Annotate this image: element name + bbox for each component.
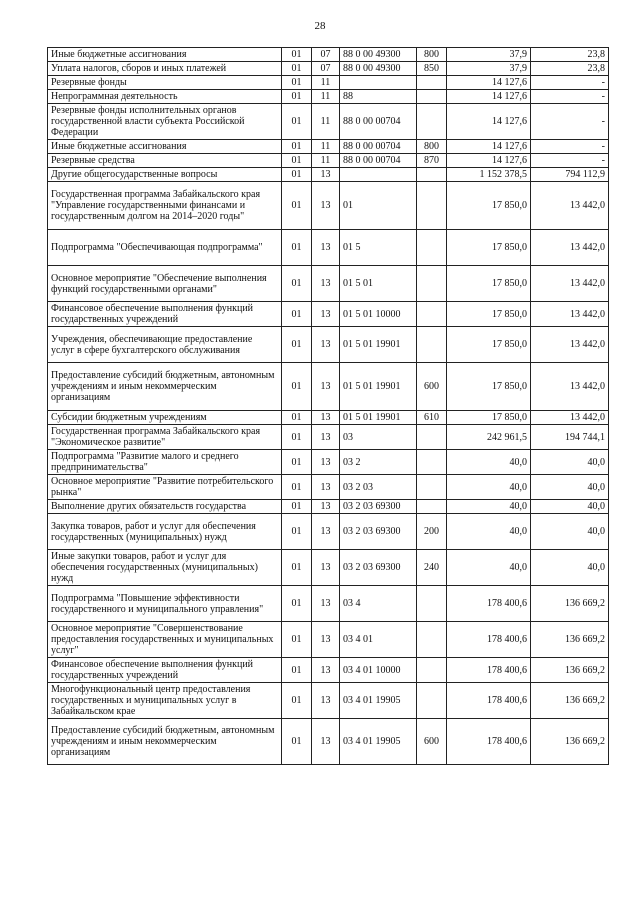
cell-v1: 178 400,6 [447,658,531,683]
cell-rz: 01 [282,475,312,500]
cell-v1: 40,0 [447,475,531,500]
cell-csr: 88 0 00 49300 [340,48,417,62]
cell-v2: - [531,154,609,168]
cell-rz: 01 [282,500,312,514]
cell-name: Подпрограмма "Обеспечивающая подпрограмма" [48,230,282,266]
cell-pr: 13 [312,302,340,327]
cell-vr: 800 [417,140,447,154]
cell-pr: 11 [312,140,340,154]
cell-pr: 13 [312,550,340,586]
cell-pr: 11 [312,76,340,90]
cell-vr [417,327,447,363]
cell-csr: 01 5 01 19901 [340,411,417,425]
cell-rz: 01 [282,104,312,140]
cell-v2: 23,8 [531,62,609,76]
cell-name: Государственная программа Забайкальского края "Экономическое развитие" [48,425,282,450]
cell-name: Учреждения, обеспечивающие предоставление услуг в сфере бухгалтерского обслуживания [48,327,282,363]
cell-v2: 13 442,0 [531,182,609,230]
cell-v1: 40,0 [447,550,531,586]
cell-csr: 88 0 00 49300 [340,62,417,76]
table-row [48,62,609,76]
cell-name: Иные бюджетные ассигнования [48,48,282,62]
table-row [48,500,609,514]
table-row [48,363,609,411]
cell-v2: 136 669,2 [531,622,609,658]
cell-rz: 01 [282,154,312,168]
cell-v2: - [531,140,609,154]
cell-name: Резервные средства [48,154,282,168]
table-row [48,658,609,683]
cell-csr: 88 0 00 00704 [340,154,417,168]
cell-csr: 03 2 03 69300 [340,500,417,514]
cell-rz: 01 [282,719,312,765]
cell-vr [417,230,447,266]
cell-pr: 13 [312,425,340,450]
cell-rz: 01 [282,302,312,327]
cell-v1: 14 127,6 [447,154,531,168]
cell-pr: 13 [312,327,340,363]
cell-csr: 03 4 [340,586,417,622]
table-row [48,622,609,658]
cell-vr [417,425,447,450]
cell-v1: 178 400,6 [447,719,531,765]
cell-v1: 17 850,0 [447,302,531,327]
cell-csr: 01 5 01 [340,266,417,302]
cell-v2: 136 669,2 [531,683,609,719]
cell-rz: 01 [282,411,312,425]
cell-name: Финансовое обеспечение выполнения функций государственных учреждений [48,302,282,327]
table-row [48,425,609,450]
cell-pr: 07 [312,48,340,62]
cell-pr: 13 [312,168,340,182]
table-row [48,182,609,230]
cell-pr: 13 [312,411,340,425]
cell-csr: 03 4 01 [340,622,417,658]
cell-name: Уплата налогов, сборов и иных платежей [48,62,282,76]
cell-rz: 01 [282,363,312,411]
cell-csr: 03 2 03 [340,475,417,500]
cell-v1: 17 850,0 [447,411,531,425]
table-row [48,168,609,182]
cell-rz: 01 [282,425,312,450]
cell-v1: 40,0 [447,514,531,550]
cell-csr: 03 2 03 69300 [340,514,417,550]
cell-csr [340,168,417,182]
cell-v1: 178 400,6 [447,683,531,719]
cell-v2: 40,0 [531,475,609,500]
cell-vr [417,658,447,683]
table-row [48,450,609,475]
table-row [48,48,609,62]
cell-name: Предоставление субсидий бюджетным, автономным учреждениям и иным некоммерческим организациям [48,719,282,765]
cell-vr [417,586,447,622]
cell-v2: 13 442,0 [531,327,609,363]
cell-csr [340,76,417,90]
cell-rz: 01 [282,168,312,182]
cell-vr: 200 [417,514,447,550]
table-row [48,76,609,90]
cell-v1: 37,9 [447,62,531,76]
cell-name: Основное мероприятие "Обеспечение выполнения функций государственными органами" [48,266,282,302]
cell-csr: 01 5 [340,230,417,266]
cell-rz: 01 [282,140,312,154]
cell-rz: 01 [282,514,312,550]
cell-vr: 800 [417,48,447,62]
cell-v1: 17 850,0 [447,230,531,266]
cell-pr: 11 [312,154,340,168]
table-row [48,683,609,719]
cell-name: Выполнение других обязательств государства [48,500,282,514]
table-row [48,514,609,550]
cell-pr: 13 [312,514,340,550]
cell-v1: 1 152 378,5 [447,168,531,182]
cell-vr: 870 [417,154,447,168]
cell-rz: 01 [282,90,312,104]
cell-v1: 17 850,0 [447,182,531,230]
cell-csr: 88 0 00 00704 [340,140,417,154]
cell-pr: 13 [312,230,340,266]
cell-name: Другие общегосударственные вопросы [48,168,282,182]
cell-name: Подпрограмма "Развитие малого и среднего предпринимательства" [48,450,282,475]
table-row [48,230,609,266]
cell-pr: 13 [312,586,340,622]
cell-rz: 01 [282,266,312,302]
cell-v2: 13 442,0 [531,302,609,327]
cell-vr [417,76,447,90]
cell-name: Основное мероприятие "Совершенствование предоставления государственных и муниципальных услуг" [48,622,282,658]
cell-vr [417,302,447,327]
cell-name: Подпрограмма "Повышение эффективности государственного и муниципального управления" [48,586,282,622]
cell-rz: 01 [282,327,312,363]
cell-rz: 01 [282,683,312,719]
cell-pr: 13 [312,683,340,719]
cell-vr [417,683,447,719]
cell-v2: 40,0 [531,450,609,475]
cell-csr: 01 5 01 19901 [340,363,417,411]
cell-v2: 136 669,2 [531,586,609,622]
table-row [48,266,609,302]
cell-csr: 03 4 01 19905 [340,719,417,765]
cell-v2: 136 669,2 [531,719,609,765]
table-row [48,475,609,500]
cell-v2: - [531,76,609,90]
cell-v1: 178 400,6 [447,622,531,658]
cell-rz: 01 [282,76,312,90]
cell-v2: 13 442,0 [531,411,609,425]
page-number: 28 [314,20,326,32]
cell-vr [417,266,447,302]
table-row [48,104,609,140]
cell-v2: 794 112,9 [531,168,609,182]
cell-v2: 40,0 [531,550,609,586]
cell-name: Закупка товаров, работ и услуг для обеспечения государственных (муниципальных) нужд [48,514,282,550]
cell-v1: 242 961,5 [447,425,531,450]
cell-csr: 01 [340,182,417,230]
cell-csr: 03 [340,425,417,450]
cell-name: Иные закупки товаров, работ и услуг для обеспечения государственных (муниципальных) нужд [48,550,282,586]
cell-v2: 13 442,0 [531,230,609,266]
cell-name: Предоставление субсидий бюджетным, автономным учреждениям и иным некоммерческим организациям [48,363,282,411]
cell-name: Резервные фонды исполнительных органов государственной власти субъекта Российской Федерации [48,104,282,140]
cell-csr: 01 5 01 10000 [340,302,417,327]
budget-table [47,47,609,765]
cell-name: Финансовое обеспечение выполнения функций государственных учреждений [48,658,282,683]
table-body [48,48,609,765]
cell-v1: 14 127,6 [447,140,531,154]
cell-v1: 14 127,6 [447,90,531,104]
cell-name: Многофункциональный центр предоставления государственных и муниципальных услуг в Забайкальском крае [48,683,282,719]
cell-pr: 11 [312,104,340,140]
cell-csr: 88 0 00 00704 [340,104,417,140]
cell-name: Иные бюджетные ассигнования [48,140,282,154]
cell-pr: 13 [312,475,340,500]
cell-pr: 11 [312,90,340,104]
cell-v2: - [531,104,609,140]
cell-csr: 03 2 03 69300 [340,550,417,586]
cell-rz: 01 [282,586,312,622]
cell-vr: 610 [417,411,447,425]
cell-csr: 03 2 [340,450,417,475]
cell-name: Резервные фонды [48,76,282,90]
cell-v2: 194 744,1 [531,425,609,450]
cell-v2: 136 669,2 [531,658,609,683]
cell-rz: 01 [282,450,312,475]
cell-rz: 01 [282,622,312,658]
cell-name: Основное мероприятие "Развитие потребительского рынка" [48,475,282,500]
cell-vr [417,450,447,475]
cell-csr: 88 [340,90,417,104]
cell-rz: 01 [282,48,312,62]
cell-pr: 13 [312,719,340,765]
cell-pr: 07 [312,62,340,76]
table-row [48,411,609,425]
cell-v1: 37,9 [447,48,531,62]
cell-vr [417,182,447,230]
cell-rz: 01 [282,550,312,586]
table-row [48,586,609,622]
cell-vr [417,168,447,182]
table-row [48,154,609,168]
cell-v2: 13 442,0 [531,363,609,411]
cell-rz: 01 [282,658,312,683]
table-row [48,327,609,363]
cell-pr: 13 [312,266,340,302]
cell-v1: 40,0 [447,450,531,475]
table-row [48,550,609,586]
cell-rz: 01 [282,230,312,266]
table-row [48,140,609,154]
cell-v2: 13 442,0 [531,266,609,302]
cell-v2: 40,0 [531,514,609,550]
cell-vr: 600 [417,719,447,765]
cell-pr: 13 [312,182,340,230]
cell-name: Непрограммная деятельность [48,90,282,104]
cell-csr: 03 4 01 19905 [340,683,417,719]
cell-name: Государственная программа Забайкальского края "Управление государственными финансами и государственным долгом на 2014–2020 годы" [48,182,282,230]
cell-vr [417,500,447,514]
cell-csr: 03 4 01 10000 [340,658,417,683]
cell-vr: 600 [417,363,447,411]
cell-v2: - [531,90,609,104]
cell-v1: 14 127,6 [447,104,531,140]
cell-vr [417,622,447,658]
cell-v1: 14 127,6 [447,76,531,90]
cell-vr [417,475,447,500]
cell-vr [417,104,447,140]
cell-rz: 01 [282,62,312,76]
cell-v2: 23,8 [531,48,609,62]
table-row [48,302,609,327]
cell-pr: 13 [312,450,340,475]
cell-pr: 13 [312,500,340,514]
cell-csr: 01 5 01 19901 [340,327,417,363]
cell-rz: 01 [282,182,312,230]
cell-pr: 13 [312,658,340,683]
cell-pr: 13 [312,622,340,658]
cell-v1: 17 850,0 [447,363,531,411]
cell-v1: 17 850,0 [447,327,531,363]
cell-name: Субсидии бюджетным учреждениям [48,411,282,425]
cell-v1: 178 400,6 [447,586,531,622]
table-row [48,719,609,765]
cell-v2: 40,0 [531,500,609,514]
cell-vr: 850 [417,62,447,76]
cell-vr [417,90,447,104]
cell-vr: 240 [417,550,447,586]
cell-v1: 40,0 [447,500,531,514]
cell-v1: 17 850,0 [447,266,531,302]
cell-pr: 13 [312,363,340,411]
table-row [48,90,609,104]
